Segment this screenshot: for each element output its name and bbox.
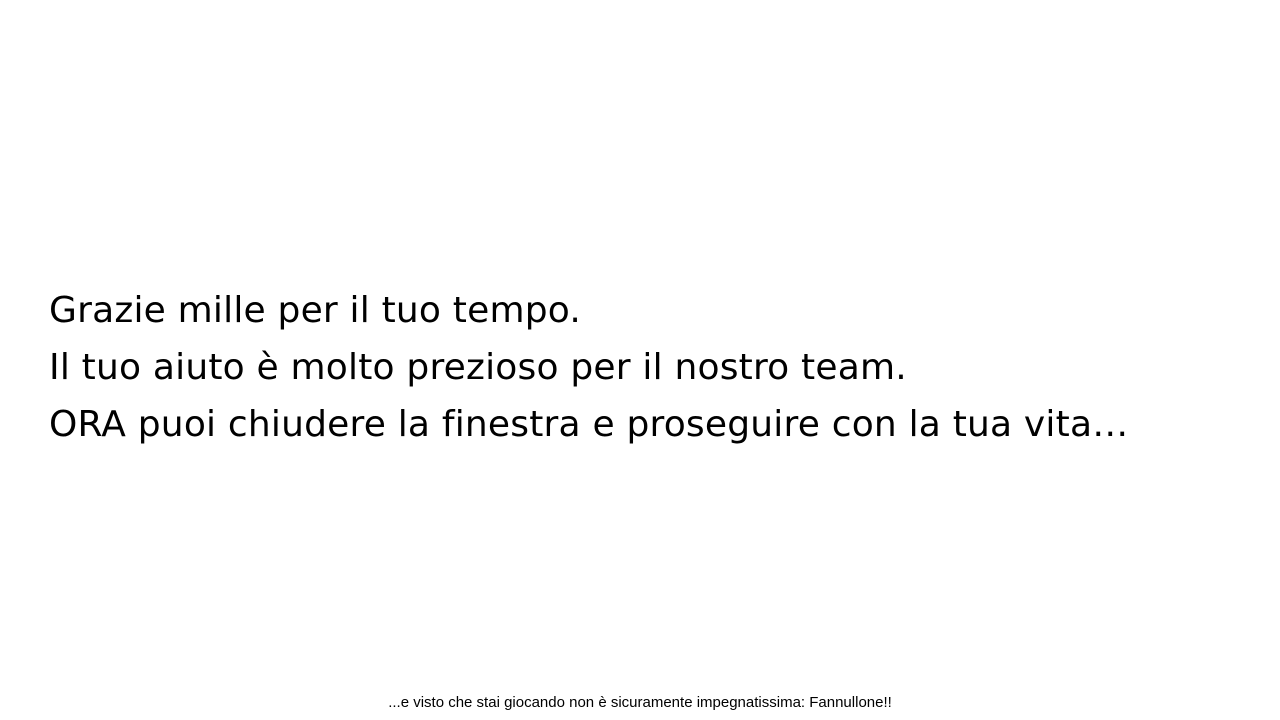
message-line-thanks: Grazie mille per il tuo tempo.: [49, 290, 582, 331]
message-line-close: ORA puoi chiudere la finestra e proseguire con la tua vita…: [49, 404, 1129, 445]
message-line-help: Il tuo aiuto è molto prezioso per il nostro team.: [49, 347, 907, 388]
thank-you-message: [49, 282, 1249, 453]
footnote-text: ...e visto che stai giocando non è sicuramente impegnatissima: Fannullone!!: [388, 694, 892, 711]
